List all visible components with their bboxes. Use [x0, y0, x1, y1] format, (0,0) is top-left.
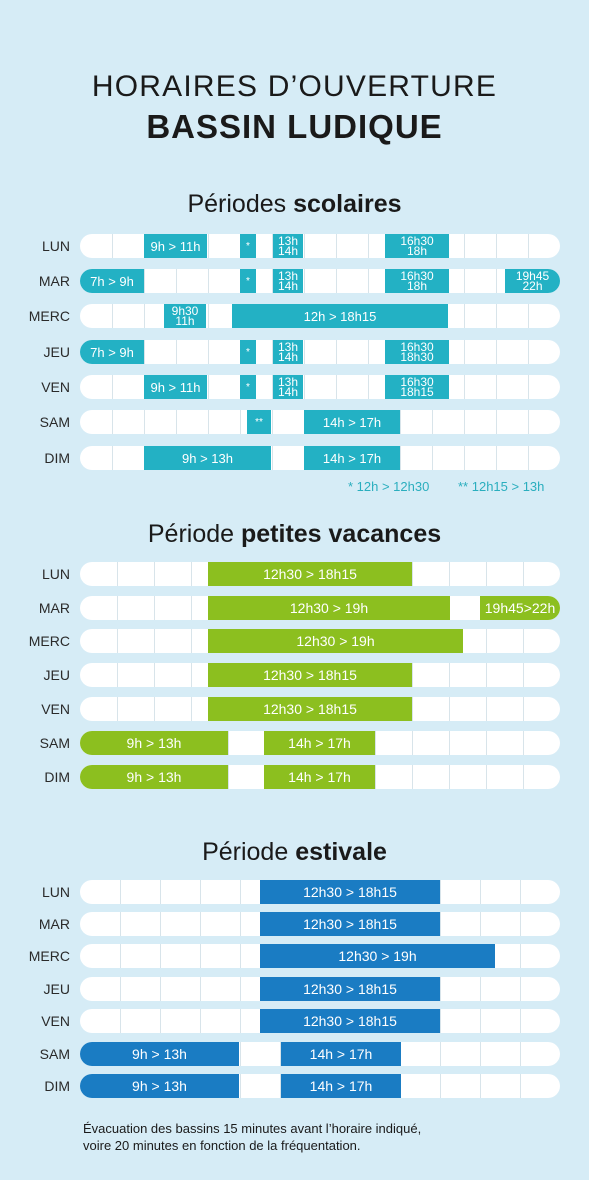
grid-divider [144, 340, 145, 364]
grid-divider [272, 410, 273, 434]
grid-divider [368, 269, 369, 293]
grid-divider [160, 977, 161, 1001]
grid-divider [144, 304, 145, 328]
time-slot-label: 9h > 13h [126, 735, 182, 751]
grid-divider [480, 912, 481, 936]
grid-divider [523, 697, 524, 721]
time-slot [385, 234, 449, 258]
grid-divider [368, 234, 369, 258]
grid-divider [440, 1074, 441, 1098]
grid-divider [375, 731, 376, 755]
grid-divider [144, 410, 145, 434]
grid-divider [412, 562, 413, 586]
grid-divider [464, 234, 465, 258]
section-title-prefix: Période [147, 520, 241, 548]
grid-divider [368, 375, 369, 399]
grid-divider [449, 663, 450, 687]
grid-divider [496, 446, 497, 470]
grid-divider [496, 340, 497, 364]
time-slot [505, 269, 560, 293]
time-slot-label: 12h30 > 18h15 [303, 1013, 397, 1029]
time-slot-start: 13h [277, 269, 299, 283]
grid-divider [464, 269, 465, 293]
time-slot-label: 9h > 13h [182, 450, 233, 466]
grid-divider [240, 1042, 241, 1066]
time-slot-label: 9h > 13h [126, 769, 182, 785]
grid-divider [240, 944, 241, 968]
time-slot-label: 12h30 > 18h15 [303, 916, 397, 932]
time-slot-end: 14h [277, 279, 299, 293]
grid-divider [160, 1009, 161, 1033]
grid-divider [440, 880, 441, 904]
grid-divider [449, 765, 450, 789]
section-title-scolaires [0, 190, 589, 219]
section-title-vacances [0, 520, 589, 549]
day-label: DIM [44, 769, 70, 785]
section-title-keyword: estivale [295, 838, 387, 866]
time-slot-label: 9h > 11h [150, 238, 201, 254]
grid-divider [120, 977, 121, 1001]
grid-divider [520, 880, 521, 904]
time-slot [208, 562, 412, 586]
time-slot-label: 7h > 9h [90, 344, 134, 360]
time-slot-end: 11h [175, 314, 195, 328]
time-slot [264, 731, 375, 755]
time-slot [273, 234, 303, 258]
time-slot [80, 1074, 239, 1098]
grid-divider [336, 234, 337, 258]
grid-divider [208, 375, 209, 399]
grid-divider [208, 410, 209, 434]
time-slot [260, 944, 495, 968]
time-slot-label: 14h > 17h [309, 1078, 373, 1094]
time-slot-label: 19h45>22h [484, 600, 556, 616]
time-slot [240, 234, 256, 258]
time-slot-end: 14h [277, 385, 299, 399]
schedule-track [80, 269, 560, 293]
time-slot-end: 18h [406, 279, 428, 293]
time-slot [208, 596, 450, 620]
grid-divider [520, 1042, 521, 1066]
grid-divider [486, 765, 487, 789]
grid-divider [176, 410, 177, 434]
grid-divider [160, 912, 161, 936]
time-slot [385, 375, 449, 399]
grid-divider [117, 562, 118, 586]
footnote-line1: Évacuation des bassins 15 minutes avant l’horaire indiqué, [83, 1121, 422, 1136]
schedule-track [80, 340, 560, 364]
grid-divider [240, 1074, 241, 1098]
grid-divider [449, 731, 450, 755]
grid-divider [112, 446, 113, 470]
time-slot [273, 340, 303, 364]
grid-divider [464, 304, 465, 328]
time-slot [208, 697, 412, 721]
time-slot [281, 1074, 401, 1098]
grid-divider [200, 880, 201, 904]
grid-divider [336, 375, 337, 399]
grid-divider [432, 446, 433, 470]
grid-divider [160, 880, 161, 904]
day-label: MERC [28, 633, 70, 649]
time-slot [480, 596, 560, 620]
time-slot [208, 629, 463, 653]
grid-divider [400, 410, 401, 434]
grid-divider [112, 304, 113, 328]
grid-divider [480, 880, 481, 904]
day-label: JEU [43, 344, 70, 360]
grid-divider [449, 562, 450, 586]
grid-divider [120, 912, 121, 936]
grid-divider [496, 375, 497, 399]
time-slot-start: 13h [277, 234, 299, 248]
footnote-line2: voire 20 minutes en fonction de la fréquentation. [83, 1138, 361, 1153]
grid-divider [154, 629, 155, 653]
time-slot [240, 375, 256, 399]
grid-divider [496, 269, 497, 293]
time-slot-end: 18h [406, 244, 428, 258]
time-slot [281, 1042, 401, 1066]
time-slot-label: 12h30 > 19h [338, 948, 417, 964]
day-label: DIM [44, 450, 70, 466]
time-slot-start: 16h30 [400, 375, 434, 389]
time-slot-start: 16h30 [400, 340, 434, 354]
time-slot [264, 765, 375, 789]
time-slot-label: 9h > 11h [150, 379, 201, 395]
day-label: JEU [43, 667, 70, 683]
grid-divider [523, 629, 524, 653]
grid-divider [496, 410, 497, 434]
grid-divider [400, 446, 401, 470]
time-slot-label: 12h30 > 18h15 [303, 884, 397, 900]
footnote [83, 1120, 543, 1154]
grid-divider [496, 234, 497, 258]
section-title-estivale [0, 838, 589, 867]
grid-divider [523, 663, 524, 687]
grid-divider [412, 765, 413, 789]
grid-divider [432, 410, 433, 434]
legend-note-1: * 12h > 12h30 [348, 479, 430, 494]
grid-divider [368, 340, 369, 364]
day-label: VEN [41, 1013, 70, 1029]
grid-divider [464, 340, 465, 364]
grid-divider [486, 562, 487, 586]
grid-divider [176, 340, 177, 364]
time-slot [273, 375, 303, 399]
time-slot-end: 18h30 [400, 350, 434, 364]
time-slot-label: * [246, 275, 250, 287]
day-label: SAM [39, 1046, 70, 1062]
section-title-keyword: scolaires [293, 190, 402, 218]
grid-divider [191, 629, 192, 653]
grid-divider [191, 596, 192, 620]
grid-divider [120, 1009, 121, 1033]
time-slot-start: 9h30 [171, 304, 199, 318]
grid-divider [480, 1042, 481, 1066]
time-slot [304, 410, 400, 434]
time-slot [80, 731, 228, 755]
grid-divider [486, 731, 487, 755]
grid-divider [208, 304, 209, 328]
time-slot-start: 13h [277, 375, 299, 389]
grid-divider [304, 340, 305, 364]
time-slot-label: 12h30 > 18h15 [303, 981, 397, 997]
grid-divider [304, 234, 305, 258]
section-title-prefix: Périodes [187, 190, 294, 218]
grid-divider [240, 912, 241, 936]
grid-divider [200, 977, 201, 1001]
grid-divider [191, 562, 192, 586]
time-slot [80, 269, 144, 293]
grid-divider [520, 1009, 521, 1033]
grid-divider [528, 446, 529, 470]
grid-divider [464, 446, 465, 470]
grid-divider [440, 1042, 441, 1066]
time-slot-label: 12h30 > 19h [289, 600, 369, 616]
grid-divider [228, 765, 229, 789]
day-label: SAM [39, 414, 70, 430]
grid-divider [240, 880, 241, 904]
time-slot [260, 880, 440, 904]
grid-divider [486, 697, 487, 721]
grid-divider [480, 1074, 481, 1098]
grid-divider [154, 562, 155, 586]
grid-divider [304, 269, 305, 293]
grid-divider [200, 1009, 201, 1033]
time-slot-start: 16h30 [400, 269, 434, 283]
grid-divider [375, 765, 376, 789]
grid-divider [160, 944, 161, 968]
day-label: MAR [38, 600, 70, 616]
grid-divider [480, 977, 481, 1001]
grid-divider [117, 697, 118, 721]
time-slot-label: 14h > 17h [288, 769, 351, 785]
page-title-line1: HORAIRES D’OUVERTURE [91, 70, 498, 103]
time-slot [144, 234, 207, 258]
grid-divider [154, 663, 155, 687]
grid-divider [200, 944, 201, 968]
time-slot [144, 446, 271, 470]
time-slot [232, 304, 448, 328]
grid-divider [520, 944, 521, 968]
time-slot-start: 19h45 [515, 269, 550, 283]
time-slot [144, 375, 207, 399]
grid-divider [523, 562, 524, 586]
legend-note-2: ** 12h15 > 13h [458, 479, 545, 494]
grid-divider [464, 375, 465, 399]
time-slot-label: 14h > 17h [309, 1046, 373, 1062]
time-slot-label: ** [255, 416, 263, 428]
grid-divider [480, 1009, 481, 1033]
time-slot-start: 13h [277, 340, 299, 354]
grid-divider [528, 340, 529, 364]
grid-divider [440, 977, 441, 1001]
day-label: SAM [39, 735, 70, 751]
grid-divider [228, 731, 229, 755]
time-slot-label: 7h > 9h [90, 273, 134, 289]
grid-divider [528, 234, 529, 258]
section-title-keyword: petites vacances [241, 520, 442, 548]
day-label: MERC [28, 948, 70, 964]
grid-divider [112, 234, 113, 258]
grid-divider [528, 304, 529, 328]
day-label: LUN [41, 566, 70, 582]
grid-divider [336, 340, 337, 364]
time-slot-label: 12h30 > 19h [296, 633, 375, 649]
time-slot-label: 14h > 17h [288, 735, 351, 751]
grid-divider [117, 629, 118, 653]
time-slot-end: 14h [277, 244, 299, 258]
time-slot [260, 912, 440, 936]
time-slot [164, 304, 206, 328]
time-slot-label: 12h > 18h15 [303, 308, 377, 324]
grid-divider [486, 629, 487, 653]
time-slot [260, 1009, 440, 1033]
time-slot-label: * [246, 240, 250, 252]
time-slot-label: 14h > 17h [322, 414, 382, 430]
time-slot-label: * [246, 381, 250, 393]
time-slot-end: 18h15 [400, 385, 434, 399]
time-slot-end: 14h [277, 350, 299, 364]
grid-divider [528, 375, 529, 399]
grid-divider [520, 912, 521, 936]
grid-divider [208, 269, 209, 293]
grid-divider [440, 1009, 441, 1033]
time-slot [240, 269, 256, 293]
grid-divider [464, 410, 465, 434]
grid-divider [496, 304, 497, 328]
time-slot [247, 410, 271, 434]
time-slot [208, 663, 412, 687]
grid-divider [486, 663, 487, 687]
time-slot [385, 340, 449, 364]
grid-divider [176, 269, 177, 293]
grid-divider [208, 340, 209, 364]
grid-divider [200, 912, 201, 936]
grid-divider [440, 912, 441, 936]
day-label: MAR [38, 273, 70, 289]
time-slot-label: 9h > 13h [132, 1046, 187, 1062]
day-label: VEN [41, 379, 70, 395]
grid-divider [120, 880, 121, 904]
grid-divider [117, 663, 118, 687]
time-slot [304, 446, 400, 470]
grid-divider [528, 410, 529, 434]
day-label: JEU [43, 981, 70, 997]
grid-divider [412, 663, 413, 687]
time-slot [240, 340, 256, 364]
grid-divider [144, 269, 145, 293]
grid-divider [523, 731, 524, 755]
time-slot [385, 269, 449, 293]
grid-divider [154, 596, 155, 620]
time-slot [80, 340, 144, 364]
day-label: DIM [44, 1078, 70, 1094]
section-title-prefix: Période [202, 838, 296, 866]
time-slot-start: 16h30 [400, 234, 434, 248]
grid-divider [240, 410, 241, 434]
time-slot-label: 9h > 13h [132, 1078, 187, 1094]
day-label: LUN [41, 884, 70, 900]
grid-divider [120, 944, 121, 968]
grid-divider [272, 446, 273, 470]
grid-divider [112, 375, 113, 399]
day-label: LUN [41, 238, 70, 254]
grid-divider [154, 697, 155, 721]
grid-divider [412, 697, 413, 721]
day-label: VEN [41, 701, 70, 717]
day-label: MERC [28, 308, 70, 324]
grid-divider [412, 731, 413, 755]
grid-divider [336, 269, 337, 293]
time-slot [260, 977, 440, 1001]
grid-divider [208, 234, 209, 258]
grid-divider [191, 697, 192, 721]
time-slot-label: 12h30 > 18h15 [263, 667, 357, 683]
grid-divider [117, 596, 118, 620]
time-slot-end: 22h [522, 279, 543, 293]
time-slot [80, 1042, 239, 1066]
grid-divider [304, 375, 305, 399]
time-slot [80, 765, 228, 789]
time-slot-label: 14h > 17h [322, 450, 382, 466]
grid-divider [520, 1074, 521, 1098]
time-slot-label: 12h30 > 18h15 [263, 701, 357, 717]
time-slot-label: * [246, 346, 250, 358]
grid-divider [449, 697, 450, 721]
grid-divider [523, 765, 524, 789]
grid-divider [520, 977, 521, 1001]
grid-divider [112, 410, 113, 434]
grid-divider [191, 663, 192, 687]
grid-divider [240, 1009, 241, 1033]
page-title-line2: BASSIN LUDIQUE [146, 108, 443, 145]
grid-divider [240, 977, 241, 1001]
day-label: MAR [38, 916, 70, 932]
time-slot [273, 269, 303, 293]
time-slot-label: 12h30 > 18h15 [263, 566, 357, 582]
